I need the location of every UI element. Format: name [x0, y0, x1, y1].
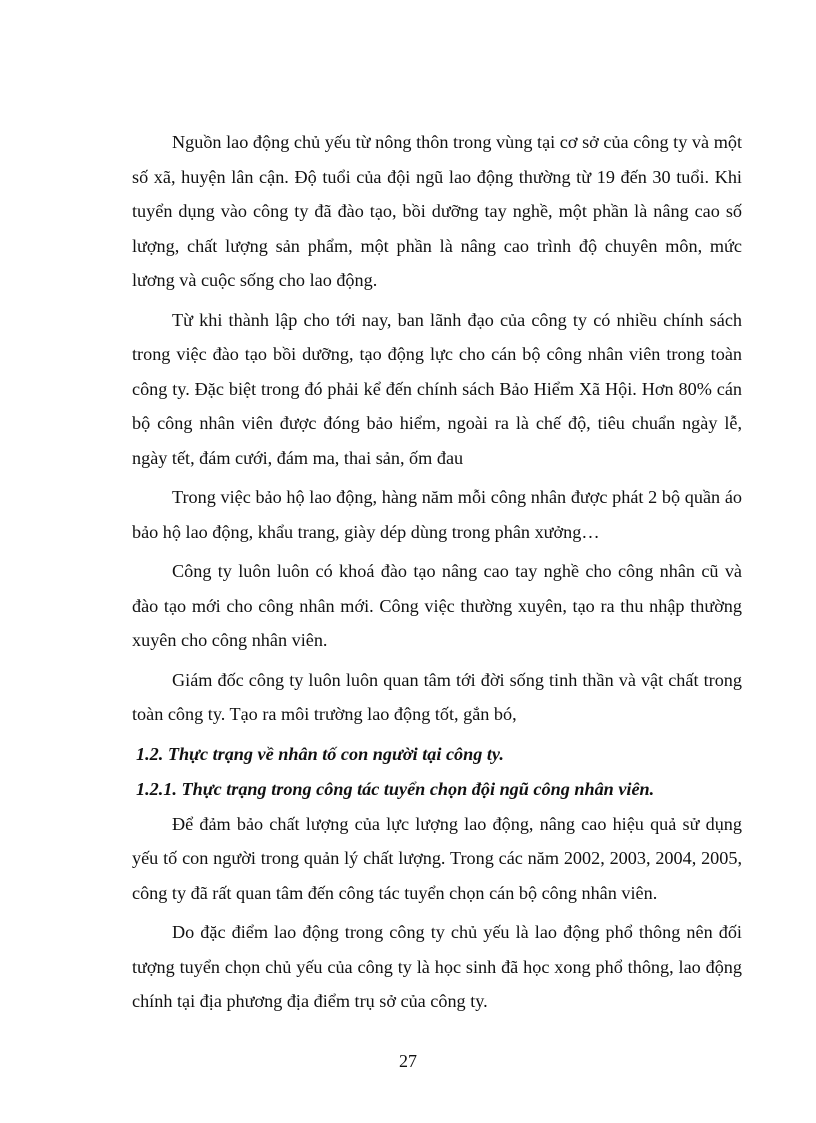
- paragraph-labor-protection: Trong việc bảo hộ lao động, hàng năm mỗi công nhân được phát 2 bộ quần áo bảo hộ lao động, khẩu trang, giày dép dùng trong phân xưởng…: [132, 487, 742, 542]
- section-heading-1-2: 1.2. Thực trạng về nhân tố con người tại công ty.: [136, 743, 504, 764]
- document-page-body: [132, 125, 742, 1024]
- page-number: 27: [399, 1051, 417, 1071]
- paragraph-policy: Từ khi thành lập cho tới nay, ban lãnh đạo của công ty có nhiều chính sách trong việc đào tạo bồi dưỡng, tạo động lực cho cán bộ công nhân viên trong toàn công ty. Đặc biệt trong đó phải kể đến chính sách Bảo Hiểm Xã Hội. Hơn 80% cán bộ công nhân viên được đóng bảo hiểm, ngoài ra là chế độ, tiêu chuẩn ngày lễ, ngày tết, đám cưới, đám ma, thai sản, ốm đau: [132, 309, 742, 468]
- paragraph-director-care: Giám đốc công ty luôn luôn quan tâm tới đời sống tinh thần và vật chất trong toàn công ty. Tạo ra môi trường lao động tốt, gắn bó,: [132, 669, 742, 724]
- paragraph-labor-source: Nguồn lao động chủ yếu từ nông thôn trong vùng tại cơ sở của công ty và một số xã, huyện lân cận. Độ tuổi của đội ngũ lao động thường từ 19 đến 30 tuổi. Khi tuyển dụng vào công ty đã đào tạo, bồi dưỡng tay nghề, một phần là nâng cao số lượng, chất lượng sản phẩm, một phần là nâng cao trình độ chuyên môn, mức lương và cuộc sống cho lao động.: [132, 132, 742, 290]
- paragraph-quality-assurance: Để đảm bảo chất lượng của lực lượng lao động, nâng cao hiệu quả sử dụng yếu tố con người trong quản lý chất lượng. Trong các năm 2002, 2003, 2004, 2005, công ty đã rất quan tâm đến công tác tuyển chọn cán bộ công nhân viên.: [132, 813, 742, 903]
- paragraph-recruitment-target: Do đặc điểm lao động trong công ty chủ yếu là lao động phổ thông nên đối tượng tuyển chọn chủ yếu của công ty là học sinh đã học xong phổ thông, lao động chính tại địa phương địa điểm trụ sở của công ty.: [132, 922, 742, 1011]
- section-heading-1-2-1: 1.2.1. Thực trạng trong công tác tuyển chọn đội ngũ công nhân viên.: [136, 778, 655, 799]
- paragraph-training: Công ty luôn luôn có khoá đào tạo nâng cao tay nghề cho công nhân cũ và đào tạo mới cho công nhân mới. Công việc thường xuyên, tạo ra thu nhập thường xuyên cho công nhân viên.: [132, 561, 742, 650]
